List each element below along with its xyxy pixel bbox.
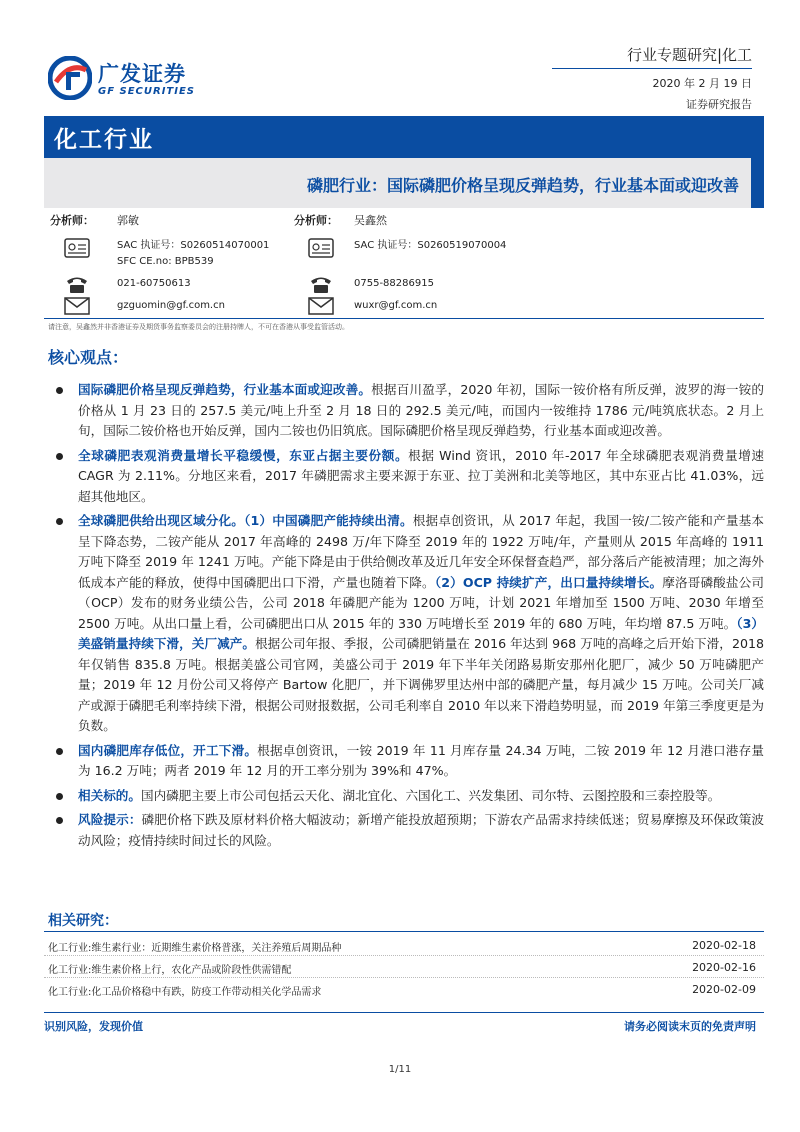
core-point <box>44 446 764 508</box>
point-heading: 国际磷肥价格呈现反弹趋势，行业基本面或迎改善。 <box>78 382 372 397</box>
point-heading: 全球磷肥供给出现区域分化。（1）中国磷肥产能持续出清。 <box>78 513 413 528</box>
bullet-icon <box>56 748 63 755</box>
analyst-phone: 0755-88286915 <box>354 278 434 289</box>
disclaimer-divider <box>44 318 764 319</box>
sector-title-bar <box>44 116 764 158</box>
analyst-email[interactable]: wuxr@gf.com.cn <box>354 300 438 311</box>
analyst-name: 吴鑫然 <box>354 214 387 227</box>
point-body: 根据百川盈孚，2020 年初，国际一铵价格有所反弹，波罗的海一铵的价格从 1 月 23 日的 257.5 美元/吨上升至 2 月 18 日的 292.5 美元/吨，而国内一铵维持 1786 元/吨筑底状态。2 月上旬，国际二铵价格也开始反弹，国内二铵也仍旧筑底。国际磷肥价格呈现反弹趋势，行业基本面或迎改善。 <box>78 382 764 438</box>
core-point <box>44 380 764 442</box>
core-point <box>44 741 764 782</box>
point-subheading: （3）美盛销量持续下滑，关厂减产。 <box>78 615 764 651</box>
id-card-icon <box>308 238 334 258</box>
footer-slogan: 识别风险，发现价值 <box>44 1020 143 1033</box>
id-card-icon <box>64 238 90 258</box>
logo-english-text: GF SECURITIES <box>98 86 196 97</box>
core-point <box>44 786 764 807</box>
report-date: 2020 年 2 月 19 日 <box>652 77 752 90</box>
report-kind: 证券研究报告 <box>686 98 752 111</box>
point-heading: 风险提示： <box>78 812 142 827</box>
analyst-card <box>288 210 548 320</box>
analyst-section <box>44 210 764 320</box>
footer-divider <box>44 1012 764 1013</box>
related-date: 2020-02-09 <box>692 983 756 996</box>
analyst-label: 分析师： <box>50 214 94 227</box>
sector-stripe <box>751 116 764 208</box>
point-body: 根据卓创资讯，从 2017 年起，我国一铵/二铵产能和产量基本呈下降态势，二铵产能从 2017 年高峰的 2498 万/年下降至 2019 年的 1922 万吨/年，产量则从 2015 年高峰的 1911 万吨下降至 2019 年 1241 万吨。产能下降是由于供给侧改革及近几年安全环保督查趋严，部分落后产能被清理；加之海外低成本产能的释放，使得中国磷肥出口下滑，产量也随着下降。 <box>78 513 764 590</box>
report-headline: 磷肥行业：国际磷肥价格呈现反弹趋势，行业基本面或迎改善 <box>306 176 739 195</box>
related-research-title: 相关研究： <box>48 913 118 929</box>
point-heading: 国内磷肥库存低位，开工下滑。 <box>78 742 258 758</box>
headline-bar <box>44 158 751 208</box>
gf-securities-logo <box>48 56 218 106</box>
analyst-sac: SAC 执证号：S0260514070001 <box>117 240 270 251</box>
point-body: 磷肥价格下跌及原材料价格大幅波动；新增产能投放超预期；下游农产品需求持续低迷；贸易摩擦及环保政策波动风险；疫情持续时间过长的风险。 <box>78 812 765 848</box>
analyst-card <box>44 210 304 320</box>
sector-title: 化工行业 <box>54 127 154 153</box>
analyst-email[interactable]: gzguomin@gf.com.cn <box>117 300 225 311</box>
core-views-title: 核心观点： <box>48 348 129 367</box>
point-body: 根据卓创资讯，一铵 2019 年 11 月库存量 24.34 万吨，二铵 2019 年 12 月港口港存量为 16.2 万吨；两者 2019 年 12 月的开工率分别为 39%和 47%。 <box>78 742 764 778</box>
gf-logo-icon <box>48 56 92 100</box>
analyst-sac: SAC 执证号：S0260519070004 <box>354 240 507 251</box>
email-icon <box>308 296 334 316</box>
analyst-label: 分析师： <box>294 214 338 227</box>
point-body: 国内磷肥主要上市公司包括云天化、湖北宜化、六国化工、兴发集团、司尔特、云图控股和三泰控股等。 <box>140 787 721 803</box>
footer-disclaimer-note: 请务必阅读末页的免责声明 <box>624 1020 756 1033</box>
doc-type: 行业专题研究|化工 <box>626 46 752 64</box>
analyst-sfc: SFC CE.no: BPB539 <box>117 256 214 267</box>
point-body: 摩洛哥磷酸盐公司（OCP）发布的财务业绩公告，公司 2018 年磷肥产能为 1200 万吨，计划 2021 年增加至 1500 万吨、2030 年增至 2500 万吨。从出口量上看，公司磷肥出口从 2015 年的 330 万吨增长至 2019 年的 680 万吨，年均增 87.5 万吨。 <box>78 574 765 631</box>
related-item[interactable] <box>44 978 764 1000</box>
page-number: 1/11 <box>388 1064 412 1075</box>
header-meta <box>627 44 752 112</box>
related-item[interactable] <box>44 934 764 956</box>
point-heading: 相关标的。 <box>78 787 141 803</box>
phone-icon <box>64 274 90 294</box>
point-heading: 全球磷肥表观消费量增长平稳缓慢，东亚占据主要份额。 <box>78 447 409 463</box>
phone-icon <box>308 274 334 294</box>
bullet-icon <box>56 453 63 460</box>
bullet-icon <box>56 793 63 800</box>
related-divider <box>44 931 764 932</box>
bullet-icon <box>56 387 63 394</box>
analyst-name: 郭敏 <box>117 214 139 227</box>
related-item[interactable] <box>44 956 764 978</box>
core-point <box>44 511 764 737</box>
point-body: 根据公司年报、季报，公司磷肥销量在 2016 年达到 968 万吨的高峰之后开始下滑，2018 年仅销售 835.8 万吨。根据美盛公司官网，美盛公司于 2019 年下半年关闭路易斯安那州化肥厂，减少 50 万吨磷肥产量；2019 年 12 月份公司又将停产 Bartow 化肥厂，并下调佛罗里达州中部的磷肥产量，每月减少 15 万吨。公司关厂减产或源于磷肥毛利率持续下滑，根据公司财报数据，公司毛利率自 2010 年以来下滑趋势明显，而 2019 年第三季度更是为负数。 <box>78 636 765 733</box>
related-date: 2020-02-18 <box>692 939 756 952</box>
related-research-list <box>44 934 764 1000</box>
email-icon <box>64 296 90 316</box>
core-point <box>44 810 764 851</box>
header-divider <box>552 68 752 69</box>
bullet-icon <box>56 817 63 824</box>
related-title-text: 化工行业:化工品价格稳中有跌，防疫工作带动相关化学品需求 <box>48 987 322 998</box>
analyst-phone: 021-60750613 <box>117 278 191 289</box>
related-title-text: 化工行业:维生素价格上行，农化产品或阶段性供需错配 <box>48 965 292 976</box>
analyst-disclaimer: 请注意，吴鑫然并非香港证券及期货事务监察委员会的注册持牌人，不可在香港从事受监管活动。 <box>48 323 349 331</box>
point-subheading: （2）OCP 持续扩产，出口量持续增长。 <box>434 574 663 590</box>
bullet-icon <box>56 518 63 525</box>
report-header <box>0 0 800 115</box>
related-date: 2020-02-16 <box>692 961 756 974</box>
point-body: 根据 Wind 资讯，2010 年-2017 年全球磷肥表观消费量增速 CAGR 为 2.11%。分地区来看，2017 年磷肥需求主要来源于东亚、拉丁美洲和北美等地区，其中东亚占比 41.03%，远超其他地区。 <box>78 447 765 504</box>
related-title-text: 化工行业:维生素行业：近期维生素价格普涨，关注养殖后周期品种 <box>48 943 342 954</box>
logo-chinese-text: 广发证券 <box>98 62 186 86</box>
core-views-list <box>44 380 764 851</box>
